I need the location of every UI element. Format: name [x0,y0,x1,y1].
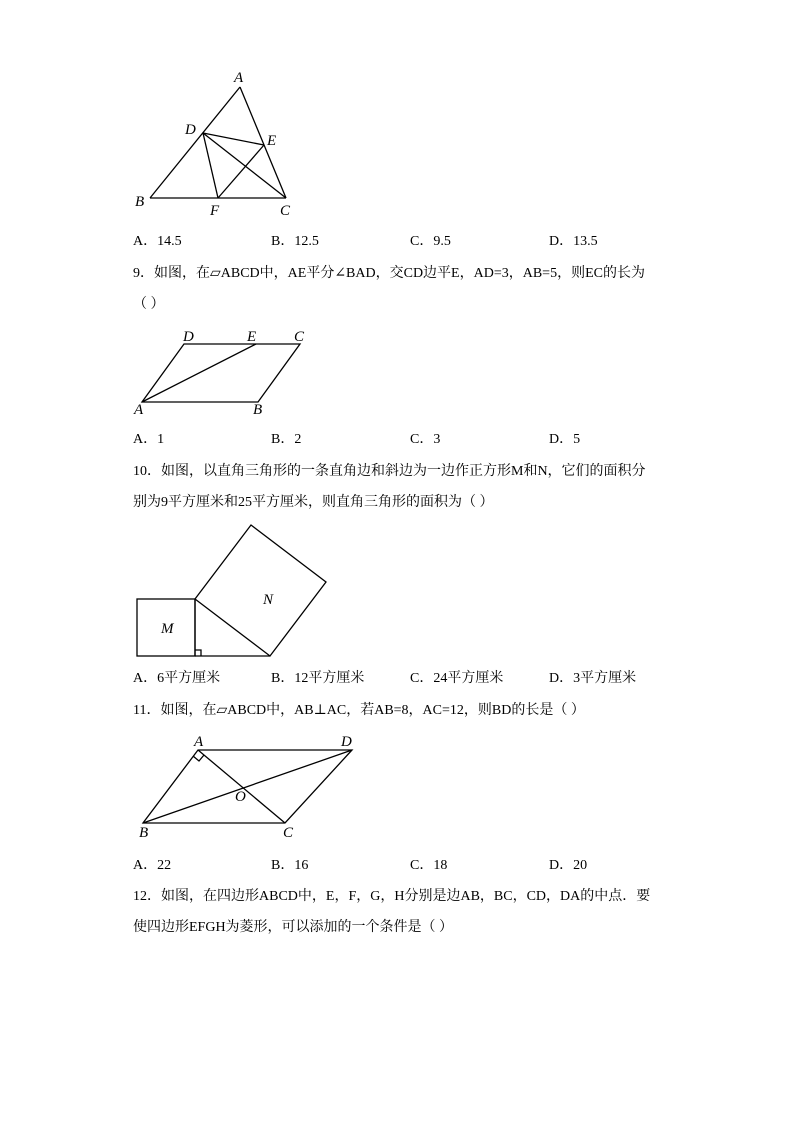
q8-option-a: A．14.5 [133,234,182,249]
q9-option-d: D．5 [549,432,581,447]
label-o: O [235,789,246,805]
label-n: N [263,592,274,608]
label-c: C [283,825,294,841]
q11-parallelogram-diagram [130,730,365,845]
q9-question-line2: （ ） [133,297,165,312]
segment-ab [150,87,240,198]
q9-parallelogram-diagram [128,326,318,418]
right-angle-mark [193,755,204,761]
label-e: E [247,329,257,345]
label-d: D [183,329,194,345]
q9-option-a: A．1 [133,432,165,447]
label-e: E [267,133,277,149]
label-d: D [185,122,196,138]
label-a: A [234,70,244,86]
q9-option-c: C．3 [410,432,441,447]
segment-ef [218,145,264,198]
label-a: A [134,402,144,418]
q10-question-line1: 10．如图，以直角三角形的一条直角边和斜边为一边作正方形M和N，它们的面积分 [133,464,646,479]
label-f: F [210,203,220,219]
parallelogram-abcd [142,344,300,402]
q10-option-b: B．12平方厘米 [271,671,365,686]
label-b: B [253,402,263,418]
label-c: C [280,203,291,219]
square-n [195,525,326,656]
q12-question-line1: 12．如图，在四边形ABCD中，E，F，G，H分别是边AB，BC，CD，DA的中点．要 [133,889,651,904]
q11-option-d: D．20 [549,858,588,873]
label-d: D [341,734,352,750]
q11-option-a: A．22 [133,858,172,873]
label-a: A [194,734,204,750]
q8-option-d: D．13.5 [549,234,598,249]
q8-option-b: B．12.5 [271,234,319,249]
q10-option-c: C．24平方厘米 [410,671,504,686]
label-c: C [294,329,305,345]
q11-question-line1: 11．如图，在▱ABCD中，AB⊥AC，若AB=8，AC=12，则BD的长是（ ） [133,703,585,718]
q10-option-d: D．3平方厘米 [549,671,637,686]
q11-option-b: B．16 [271,858,309,873]
segment-ae [142,344,256,402]
label-b: B [139,825,149,841]
right-angle-mark [195,650,201,656]
q8-option-c: C．9.5 [410,234,451,249]
segment-ac [240,87,286,198]
q11-option-c: C．18 [410,858,448,873]
q9-option-b: B．2 [271,432,302,447]
segment-de [203,133,264,145]
q10-squares-diagram [130,520,335,662]
q12-question-line2: 使四边形EFGH为菱形，可以添加的一个条件是（ ） [133,920,454,935]
q9-question-line1: 9．如图，在▱ABCD中，AE平分∠BAD，交CD边平E，AD=3，AB=5，则EC的长为 [133,266,645,281]
q8-triangle-diagram [130,65,300,220]
q10-option-a: A．6平方厘米 [133,671,221,686]
label-b: B [135,194,145,210]
diagonal-ac [198,750,285,823]
diagonal-bd [143,750,352,823]
q10-question-line2: 别为9平方厘米和25平方厘米，则直角三角形的面积为（ ） [133,495,494,510]
label-m: M [161,621,174,637]
